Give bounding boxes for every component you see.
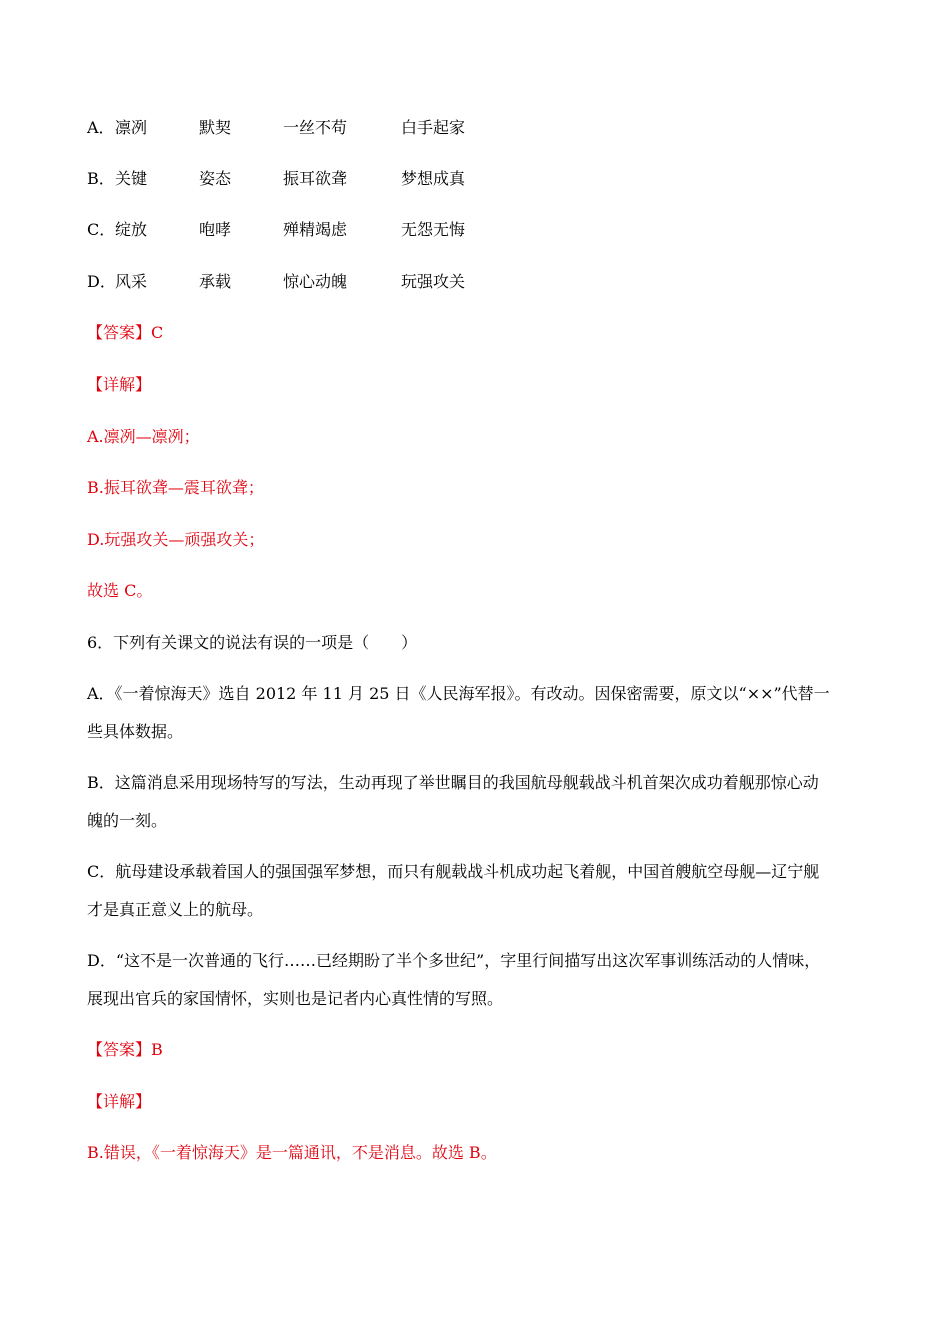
option-word-4: 无怨无悔 bbox=[401, 220, 466, 239]
q5-answer bbox=[87, 323, 163, 343]
option-word-2: 咆哮 bbox=[199, 220, 232, 239]
option-word-2: 姿态 bbox=[199, 169, 232, 188]
q6-answer bbox=[87, 1040, 163, 1060]
answer-label: 【答案】 bbox=[87, 1040, 152, 1059]
q6-option-d-line1: D．“这不是一次普通的飞行……已经期盼了半个多世纪”，字里行间描写出这次军事训练活动的人情味， bbox=[87, 951, 821, 970]
q5-detail-line: B.振耳欲聋—震耳欲聋； bbox=[87, 478, 264, 497]
answer-value: B bbox=[151, 1040, 163, 1059]
option-word-1: 风采 bbox=[115, 272, 148, 291]
option-word-2: 默契 bbox=[199, 118, 232, 137]
q6-detail-text: B.错误，《一着惊海天》是一篇通讯，不是消息。故选 B。 bbox=[87, 1143, 497, 1162]
option-word-4: 梦想成真 bbox=[401, 169, 466, 188]
option-letter: A． bbox=[87, 118, 115, 137]
q6-option-c-line2: 才是真正意义上的航母。 bbox=[87, 900, 264, 919]
q6-stem: 6．下列有关课文的说法有误的一项是（ ） bbox=[87, 633, 418, 652]
option-letter: D． bbox=[87, 272, 116, 291]
option-letter: B． bbox=[87, 169, 115, 188]
q5-detail-label: 【详解】 bbox=[87, 375, 152, 394]
option-word-4: 玩强攻关 bbox=[401, 272, 466, 291]
q6-option-d-line2: 展现出官兵的家国情怀，实则也是记者内心真性情的写照。 bbox=[87, 989, 504, 1008]
option-word-3: 惊心动魄 bbox=[283, 272, 348, 291]
option-word-1: 关键 bbox=[115, 169, 148, 188]
q5-detail-line: 故选 C。 bbox=[87, 581, 153, 600]
answer-value: C bbox=[151, 323, 164, 342]
q5-option-c bbox=[87, 220, 887, 240]
q6-detail-label: 【详解】 bbox=[87, 1092, 152, 1111]
q5-option-a bbox=[87, 118, 887, 138]
option-word-1: 凛冽 bbox=[115, 118, 148, 137]
option-word-3: 振耳欲聋 bbox=[283, 169, 348, 188]
q5-detail-line: A.凛冽—凛冽； bbox=[87, 427, 200, 446]
option-word-3: 一丝不苟 bbox=[283, 118, 348, 137]
option-word-4: 白手起家 bbox=[401, 118, 466, 137]
answer-label: 【答案】 bbox=[87, 323, 152, 342]
q5-detail-line: D.玩强攻关—顽强攻关； bbox=[87, 530, 265, 549]
q6-option-b-line2: 魄的一刻。 bbox=[87, 811, 168, 830]
q6-option-b-line1: B．这篇消息采用现场特写的写法，生动再现了举世瞩目的我国航母舰载战斗机首架次成功着舰那惊心动 bbox=[87, 773, 819, 792]
option-word-1: 绽放 bbox=[115, 220, 148, 239]
q6-option-c-line1: C．航母建设承载着国人的强国强军梦想，而只有舰载战斗机成功起飞着舰，中国首艘航空母舰—辽宁舰 bbox=[87, 862, 820, 881]
q5-option-d bbox=[87, 272, 887, 292]
q6-option-a-line1: A．《一着惊海天》选自 2012 年 11 月 25 日《人民海军报》。有改动。因保密需要，原文以“××”代替一 bbox=[87, 684, 830, 703]
q6-option-a-line2: 些具体数据。 bbox=[87, 722, 184, 741]
q5-option-b bbox=[87, 169, 887, 189]
option-letter: C． bbox=[87, 220, 116, 239]
option-word-3: 殚精竭虑 bbox=[283, 220, 348, 239]
option-word-2: 承载 bbox=[199, 272, 232, 291]
